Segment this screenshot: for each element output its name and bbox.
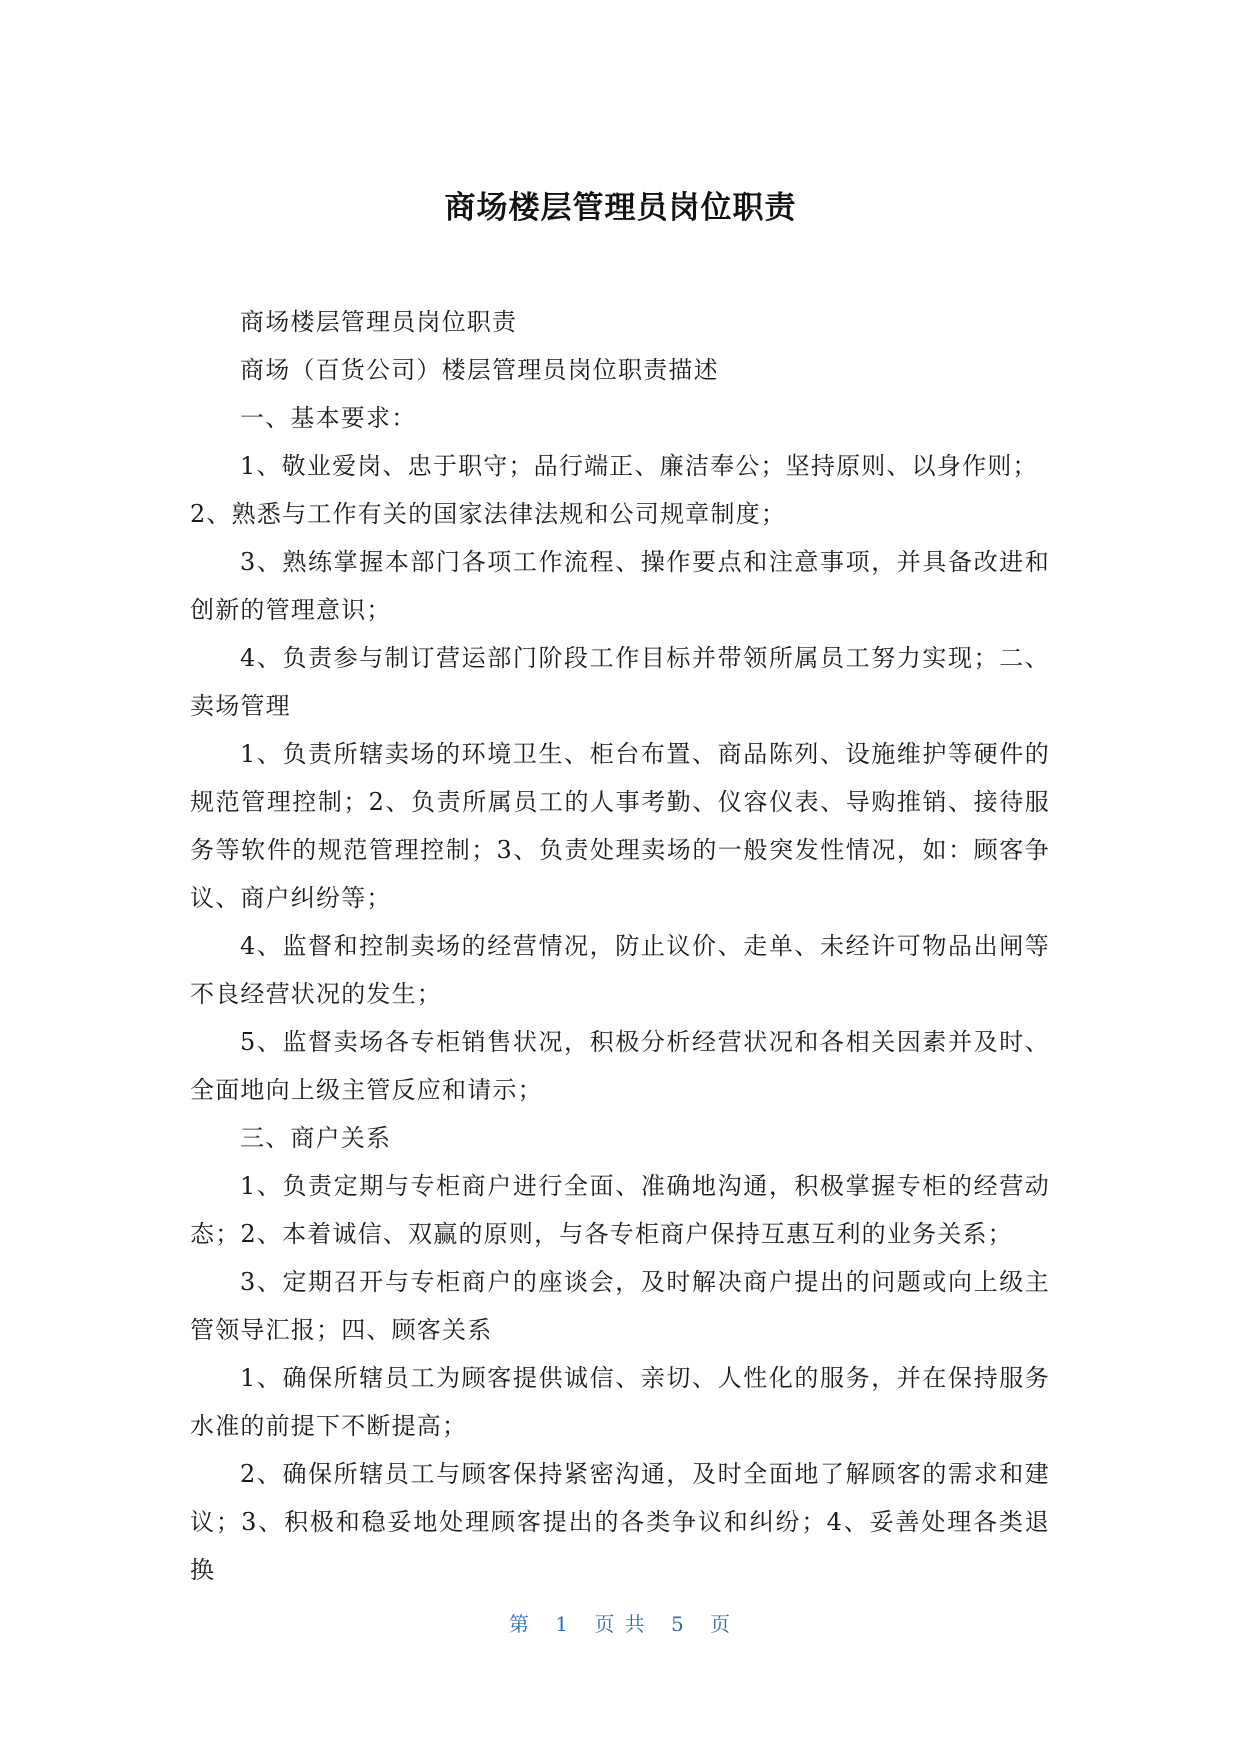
- footer-of-label: 页 共: [594, 1612, 647, 1636]
- footer-pages-label: 页: [710, 1612, 733, 1636]
- paragraph: 2、确保所辖员工与顾客保持紧密沟通，及时全面地了解顾客的需求和建议；3、积极和稳妥地处理顾客提出的各类争议和纠纷；4、妥善处理各类退换: [190, 1460, 1050, 1584]
- document-title: 商场楼层管理员岗位职责: [444, 190, 797, 226]
- paragraph: 3、定期召开与专柜商户的座谈会，及时解决商户提出的问题或向上级主管领导汇报；四、顾客关系: [190, 1268, 1050, 1344]
- paragraph: 4、监督和控制卖场的经营情况，防止议价、走单、未经许可物品出闸等不良经营状况的发生；: [190, 932, 1050, 1008]
- paragraph: 5、监督卖场各专柜销售状况，积极分析经营状况和各相关因素并及时、全面地向上级主管反应和请示；: [190, 1028, 1050, 1104]
- document-body: [190, 298, 1050, 1594]
- paragraph: 3、熟练掌握本部门各项工作流程、操作要点和注意事项，并具备改进和创新的管理意识；: [190, 548, 1050, 624]
- footer-current-page: 1: [555, 1612, 570, 1636]
- paragraph: 1、确保所辖员工为顾客提供诚信、亲切、人性化的服务，并在保持服务水准的前提下不断提高；: [190, 1364, 1050, 1440]
- paragraph: 商场楼层管理员岗位职责: [240, 308, 518, 336]
- section-heading: 一、基本要求：: [240, 404, 417, 432]
- paragraph: 商场（百货公司）楼层管理员岗位职责描述: [240, 356, 719, 384]
- paragraph: 2、熟悉与工作有关的国家法律法规和公司规章制度；: [190, 500, 787, 528]
- footer-total-pages: 5: [671, 1612, 686, 1636]
- paragraph: 1、负责所辖卖场的环境卫生、柜台布置、商品陈列、设施维护等硬件的规范管理控制；2、负责所属员工的人事考勤、仪容仪表、导购推销、接待服务等软件的规范管理控制；3、负责处理卖场的一般突发性情况，如：顾客争议、商户纠纷等；: [190, 740, 1050, 912]
- section-heading: 三、商户关系: [240, 1124, 392, 1152]
- paragraph: 1、敬业爱岗、忠于职守；品行端正、廉洁奉公；坚持原则、以身作则；: [240, 452, 1038, 480]
- paragraph: 1、负责定期与专柜商户进行全面、准确地沟通，积极掌握专柜的经营动态；2、本着诚信、双赢的原则，与各专柜商户保持互惠互利的业务关系；: [190, 1172, 1050, 1248]
- page-footer: [0, 1608, 1241, 1637]
- footer-page-label: 第: [508, 1612, 531, 1636]
- paragraph: 4、负责参与制订营运部门阶段工作目标并带领所属员工努力实现；二、卖场管理: [190, 644, 1050, 720]
